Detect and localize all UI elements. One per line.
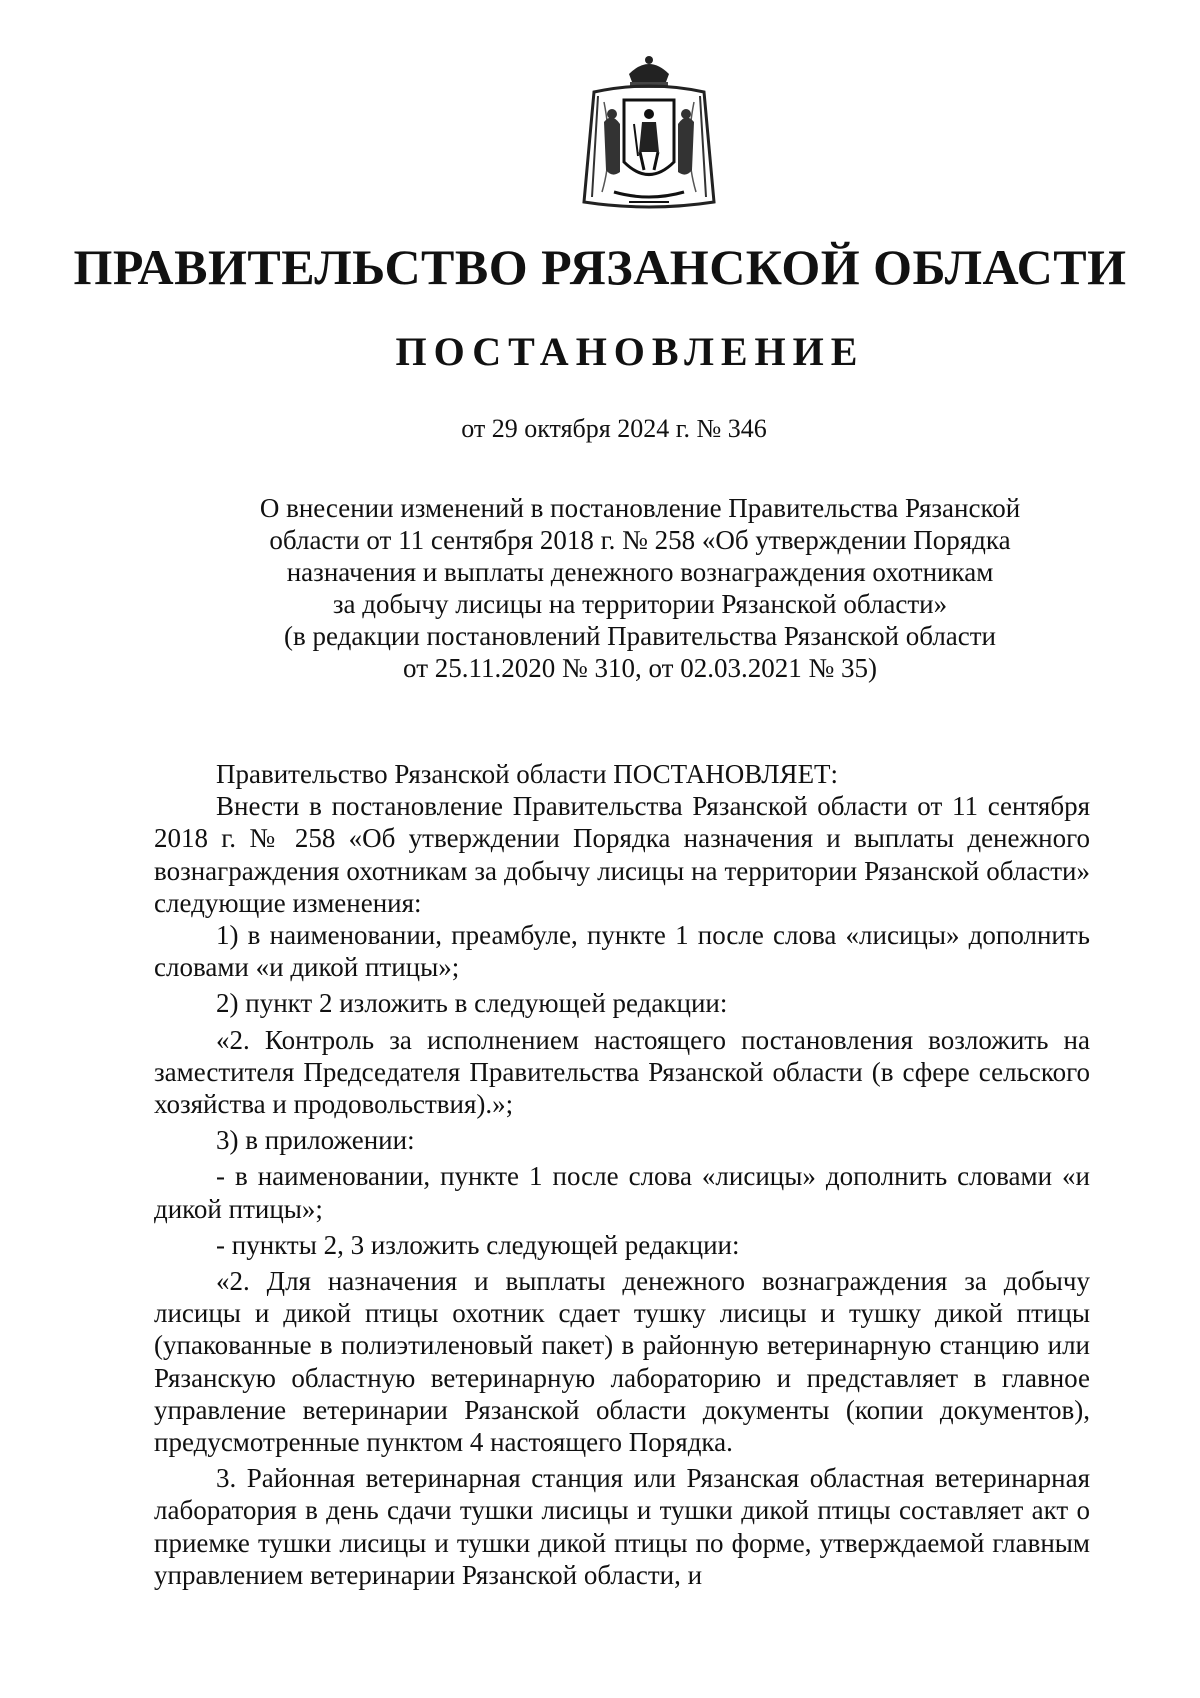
body-paragraph: 1) в наименовании, преамбуле, пункте 1 после слова «лисицы» дополнить словами «и дикой птицы»; xyxy=(154,920,1090,983)
body-paragraph: Внести в постановление Правительства Рязанской области от 11 сентября 2018 г. № 258 «Об утверждении Порядка назначения и выплаты денежного вознаграждения охотникам за добычу лисицы на территории Рязанской области» следующие изменения: xyxy=(154,791,1090,918)
document-body xyxy=(154,758,1090,1591)
document-date-number: от 29 октября 2024 г. № 346 xyxy=(461,414,767,443)
body-paragraph: - пункты 2, 3 изложить следующей редакции: xyxy=(216,1229,740,1260)
subject-line: за добычу лисицы на территории Рязанской области» xyxy=(332,589,948,619)
document-type: ПОСТАНОВЛЕНИЕ xyxy=(395,329,865,374)
government-title: ПРАВИТЕЛЬСТВО РЯЗАНСКОЙ ОБЛАСТИ xyxy=(73,239,1127,295)
subject-line: О внесении изменений в постановление Правительства Рязанской xyxy=(259,493,1021,523)
body-paragraph: «2. Для назначения и выплаты денежного вознаграждения за добычу лисицы и дикой птицы охотник сдает тушку лисицы и тушку дикой птицы (упакованные в полиэтиленовый пакет) в районную ветеринарную станцию или Рязанскую областную ветеринарную лабораторию и представляет в главное управление ветеринарии Рязанской области документы (копии документов), предусмотренные пунктом 4 настоящего Порядка. xyxy=(154,1266,1090,1458)
subject-line: области от 11 сентября 2018 г. № 258 «Об утверждении Порядка xyxy=(269,525,1011,555)
body-paragraph: «2. Контроль за исполнением настоящего постановления возложить на заместителя Председателя Правительства Рязанской области (в сфере сельского хозяйства и продовольствия).»; xyxy=(154,1024,1090,1120)
body-paragraph: 3. Районная ветеринарная станция или Рязанская областная ветеринарная лаборатория в день сдачи тушки лисицы и тушки дикой птицы составляет акт о приемке тушки лисицы и тушки дикой птицы по форме, утверждаемой главным управлением ветеринарии Рязанской области, и xyxy=(154,1463,1090,1590)
body-paragraph: 3) в приложении: xyxy=(216,1125,415,1156)
document-subject xyxy=(160,492,1120,684)
body-paragraph: 2) пункт 2 изложить в следующей редакции: xyxy=(216,988,728,1019)
subject-line: (в редакции постановлений Правительства Рязанской области xyxy=(283,621,997,651)
body-paragraph: Правительство Рязанской области ПОСТАНОВЛЯЕТ: xyxy=(216,759,839,789)
subject-line: назначения и выплаты денежного вознаграждения охотникам xyxy=(286,557,994,587)
subject-line: от 25.11.2020 № 310, от 02.03.2021 № 35) xyxy=(403,653,877,683)
body-paragraph: - в наименовании, пункте 1 после слова «лисицы» дополнить словами «и дикой птицы»; xyxy=(154,1161,1090,1224)
coat-of-arms-icon xyxy=(574,52,724,222)
